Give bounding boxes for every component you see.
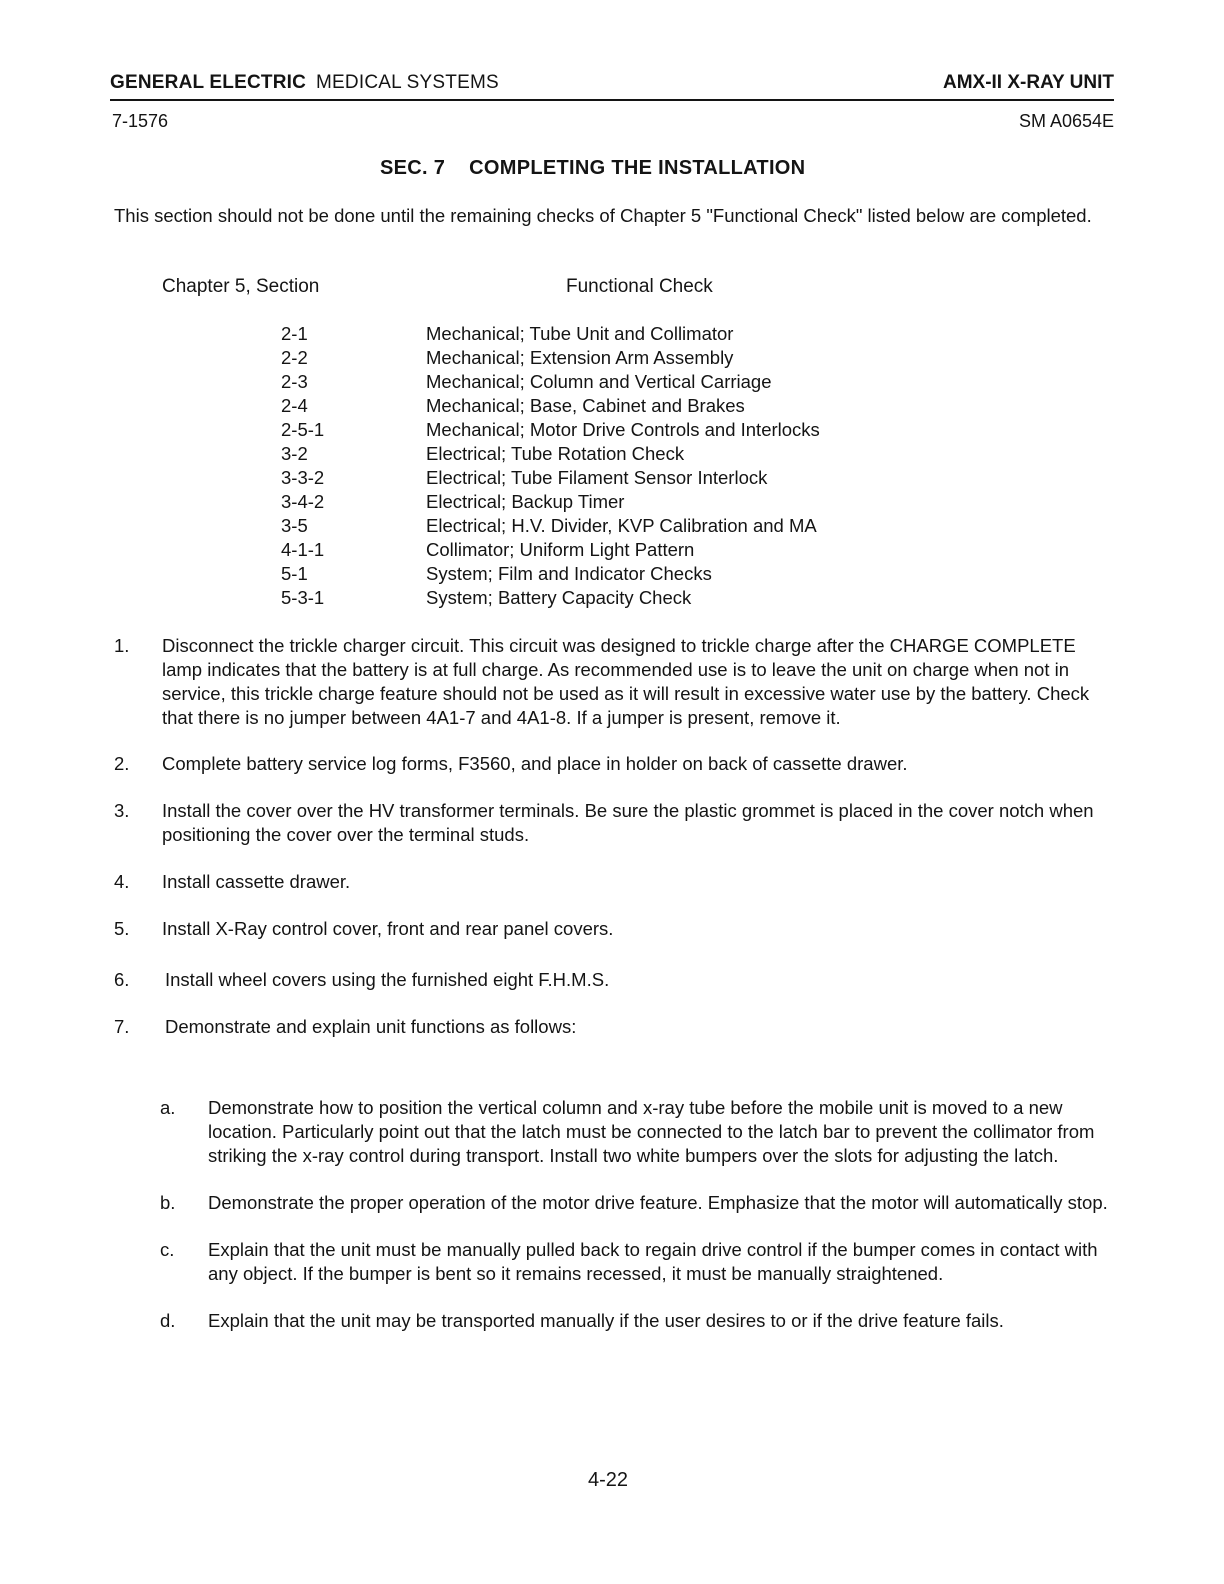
checks-column-check: Functional Check: [566, 276, 713, 297]
step-number: 7.: [114, 1016, 130, 1037]
step-item: [0, 1015, 1224, 1039]
check-section: 3-5: [281, 515, 308, 536]
subitem: [0, 1191, 1224, 1215]
check-section: 2-5-1: [281, 419, 325, 440]
step-text: Demonstrate and explain unit functions as follows:: [165, 1016, 577, 1037]
step-text: Install wheel covers using the furnished eight F.H.M.S.: [165, 969, 610, 990]
subitem: [0, 1238, 1224, 1286]
intro-paragraph: This section should not be done until the remaining checks of Chapter 5 "Functional Check" listed below are completed.: [114, 205, 1092, 226]
checks-row: [0, 322, 1224, 346]
step-number: 4.: [114, 871, 130, 892]
check-section: 2-1: [281, 323, 308, 344]
check-description: System; Film and Indicator Checks: [426, 563, 712, 584]
checks-table: [0, 322, 1224, 610]
step-text: Complete battery service log forms, F3560, and place in holder on back of cassette drawer.: [162, 753, 908, 774]
step-number: 3.: [114, 800, 130, 821]
subitem: [0, 1096, 1224, 1168]
checks-row: [0, 586, 1224, 610]
check-section: 4-1-1: [281, 539, 325, 560]
check-section: 3-4-2: [281, 491, 325, 512]
checks-row: [0, 514, 1224, 538]
check-description: Electrical; Backup Timer: [426, 491, 625, 512]
section-title: [380, 157, 805, 180]
step-number: 5.: [114, 918, 130, 939]
check-section: 3-2: [281, 443, 308, 464]
check-description: Electrical; Tube Rotation Check: [426, 443, 685, 464]
checks-row: [0, 442, 1224, 466]
subitem-text: Explain that the unit must be manually pulled back to regain drive control if the bumper comes in contact with any object. If the bumper is bent so it remains recessed, it must be manually straightened.: [208, 1239, 1098, 1284]
subitem-letter: c.: [160, 1239, 175, 1260]
check-description: Mechanical; Extension Arm Assembly: [426, 347, 734, 368]
checks-row: [0, 370, 1224, 394]
step-item: [0, 917, 1224, 941]
checks-row: [0, 418, 1224, 442]
subitem-text: Demonstrate how to position the vertical column and x-ray tube before the mobile unit is moved to a new location. Particularly point out that the latch must be connected to the latch bar to prevent the collimator from striking the x-ray control during transport. Install two white bumpers over the slots for adjusting the latch.: [208, 1097, 1095, 1166]
section-number: SEC. 7: [380, 157, 446, 179]
division-name: MEDICAL SYSTEMS: [316, 72, 499, 93]
check-section: 5-1: [281, 563, 308, 584]
checks-row: [0, 538, 1224, 562]
subitem-text: Explain that the unit may be transported manually if the user desires to or if the drive feature fails.: [208, 1310, 1004, 1331]
check-description: Collimator; Uniform Light Pattern: [426, 539, 695, 560]
step-item: [0, 870, 1224, 894]
step-text: Disconnect the trickle charger circuit. This circuit was designed to trickle charge after the CHARGE COMPLETE lamp indicates that the battery is at full charge. As recommended use is to leave the unit on charge when not in service, this trickle charge feature should not be used as it will result in excessive water use by the battery. Check that there is no jumper between 4A1-7 and 4A1-8. If a jumper is present, remove it.: [162, 635, 1090, 728]
check-section: 2-3: [281, 371, 308, 392]
demonstration-subitems: [0, 1096, 1224, 1333]
check-section: 2-4: [281, 395, 308, 416]
step-number: 6.: [114, 969, 130, 990]
checks-row: [0, 394, 1224, 418]
check-section: 5-3-1: [281, 587, 325, 608]
step-item: [0, 799, 1224, 847]
company-name: GENERAL ELECTRIC: [110, 72, 307, 93]
check-section: 3-3-2: [281, 467, 325, 488]
header-rule: [110, 99, 1114, 101]
step-text: Install the cover over the HV transformer terminals. Be sure the plastic grommet is placed in the cover notch when positioning the cover over the terminal studs.: [162, 800, 1094, 845]
step-item: [0, 968, 1224, 992]
check-description: Electrical; H.V. Divider, KVP Calibration and MA: [426, 515, 817, 536]
checks-row: [0, 490, 1224, 514]
step-item: [0, 634, 1224, 730]
header-company: [110, 72, 499, 94]
step-item: [0, 752, 1224, 776]
checks-column-section: Chapter 5, Section: [162, 276, 320, 297]
step-text: Install cassette drawer.: [162, 871, 351, 892]
check-description: Mechanical; Motor Drive Controls and Interlocks: [426, 419, 820, 440]
section-heading: COMPLETING THE INSTALLATION: [469, 157, 806, 179]
checks-row: [0, 466, 1224, 490]
checks-row: [0, 562, 1224, 586]
step-text: Install X-Ray control cover, front and rear panel covers.: [162, 918, 614, 939]
step-number: 1.: [114, 635, 130, 656]
checks-row: [0, 346, 1224, 370]
check-description: System; Battery Capacity Check: [426, 587, 692, 608]
subitem-letter: a.: [160, 1097, 176, 1118]
check-description: Mechanical; Base, Cabinet and Brakes: [426, 395, 745, 416]
step-number: 2.: [114, 753, 130, 774]
check-section: 2-2: [281, 347, 308, 368]
subitem: [0, 1309, 1224, 1333]
sm-number: SM A0654E: [1018, 111, 1114, 131]
doc-number: 7-1576: [112, 111, 169, 131]
check-description: Electrical; Tube Filament Sensor Interlock: [426, 467, 768, 488]
subitem-letter: b.: [160, 1192, 176, 1213]
subitem-letter: d.: [160, 1310, 176, 1331]
procedure-steps: [0, 634, 1224, 1039]
page-number: 4-22: [588, 1469, 629, 1491]
subitem-text: Demonstrate the proper operation of the motor drive feature. Emphasize that the motor will automatically stop.: [208, 1192, 1108, 1213]
check-description: Mechanical; Tube Unit and Collimator: [426, 323, 734, 344]
check-description: Mechanical; Column and Vertical Carriage: [426, 371, 772, 392]
header-product: AMX-II X-RAY UNIT: [942, 72, 1114, 93]
